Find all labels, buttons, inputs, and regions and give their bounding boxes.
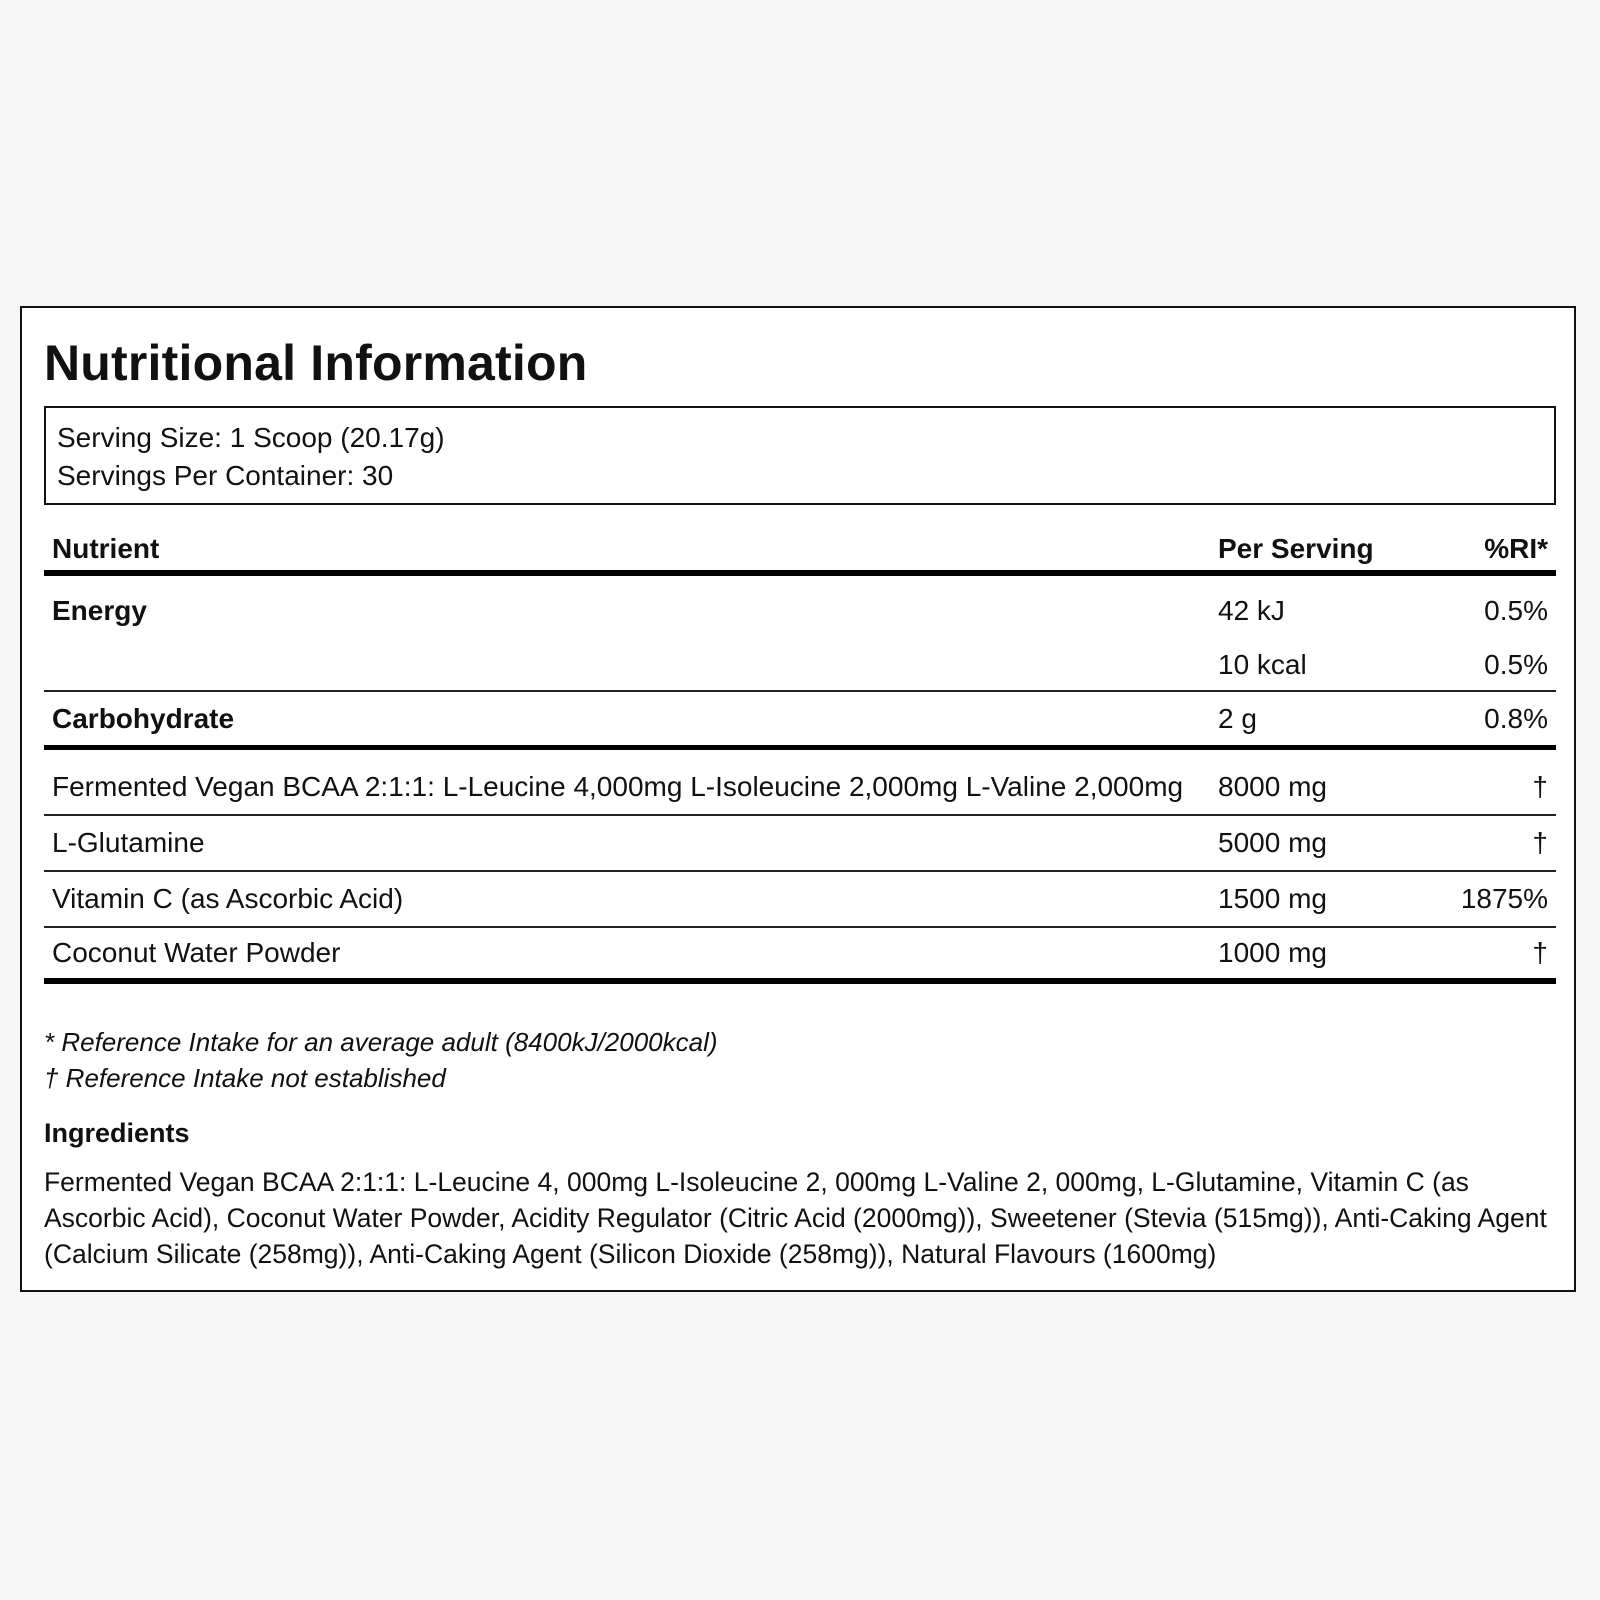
item-ri: † bbox=[1532, 937, 1548, 968]
item-per-serving: 5000 mg bbox=[1218, 827, 1327, 858]
item-ri: † bbox=[1532, 771, 1548, 802]
panel-title: Nutritional Information bbox=[44, 335, 588, 391]
energy-kcal-value: 10 kcal bbox=[1218, 649, 1307, 680]
table-row-energy-kj bbox=[44, 576, 1556, 640]
item-name: Fermented Vegan BCAA 2:1:1: L-Leucine 4,000mg L-Isoleucine 2,000mg L-Valine 2,000mg bbox=[52, 771, 1184, 802]
carbohydrate-label: Carbohydrate bbox=[52, 702, 235, 734]
table-row bbox=[44, 872, 1556, 928]
energy-kj-value: 42 kJ bbox=[1218, 595, 1285, 626]
footnote-ri: * Reference Intake for an average adult (8400kJ/2000kcal) bbox=[44, 1027, 718, 1057]
item-per-serving: 1500 mg bbox=[1218, 883, 1327, 914]
item-per-serving: 1000 mg bbox=[1218, 937, 1327, 968]
table-row bbox=[44, 816, 1556, 872]
carbohydrate-ri: 0.8% bbox=[1484, 702, 1548, 734]
servings-per-container: Servings Per Container: 30 bbox=[57, 460, 394, 491]
table-row bbox=[44, 750, 1556, 816]
energy-kcal-ri: 0.5% bbox=[1484, 649, 1548, 680]
item-name: L-Glutamine bbox=[52, 827, 205, 858]
ingredients-text: Fermented Vegan BCAA 2:1:1: L-Leucine 4, 000mg L-Isoleucine 2, 000mg L-Valine 2, 000mg, L-Glutamine, Vitamin C (as Ascorbic Acid), Coconut Water Powder, Acidity Regulator (Citric Acid (2000mg)), Sweetener (Stevia (515mg)), Anti-Caking Agent (Calcium Silicate (258mg)), Anti-Caking Agent (Silicon Dioxide (258mg)), Natural Flavours (1600mg) bbox=[44, 1167, 1547, 1269]
nutrition-panel bbox=[20, 306, 1576, 1292]
item-ri: 1875% bbox=[1460, 883, 1548, 914]
table-row-carbohydrate bbox=[44, 692, 1556, 750]
header-ri: %RI* bbox=[1484, 533, 1548, 564]
footnotes bbox=[44, 1024, 718, 1096]
energy-label: Energy bbox=[52, 595, 147, 626]
table-row bbox=[44, 928, 1556, 984]
header-per-serving: Per Serving bbox=[1218, 533, 1374, 564]
footnote-dagger: † Reference Intake not established bbox=[44, 1063, 446, 1093]
energy-kj-ri: 0.5% bbox=[1484, 595, 1548, 626]
item-name: Coconut Water Powder bbox=[52, 937, 341, 968]
header-nutrient: Nutrient bbox=[52, 533, 160, 564]
serving-size: Serving Size: 1 Scoop (20.17g) bbox=[57, 422, 445, 453]
item-per-serving: 8000 mg bbox=[1218, 771, 1327, 802]
table-row-energy-kcal bbox=[44, 640, 1556, 692]
serving-info-box bbox=[44, 406, 1556, 505]
item-ri: † bbox=[1532, 827, 1548, 858]
ingredients-title: Ingredients bbox=[44, 1118, 190, 1148]
item-name: Vitamin C (as Ascorbic Acid) bbox=[52, 883, 404, 914]
nutrition-table bbox=[44, 528, 1556, 984]
carbohydrate-value: 2 g bbox=[1218, 702, 1257, 734]
table-header bbox=[44, 528, 1556, 576]
